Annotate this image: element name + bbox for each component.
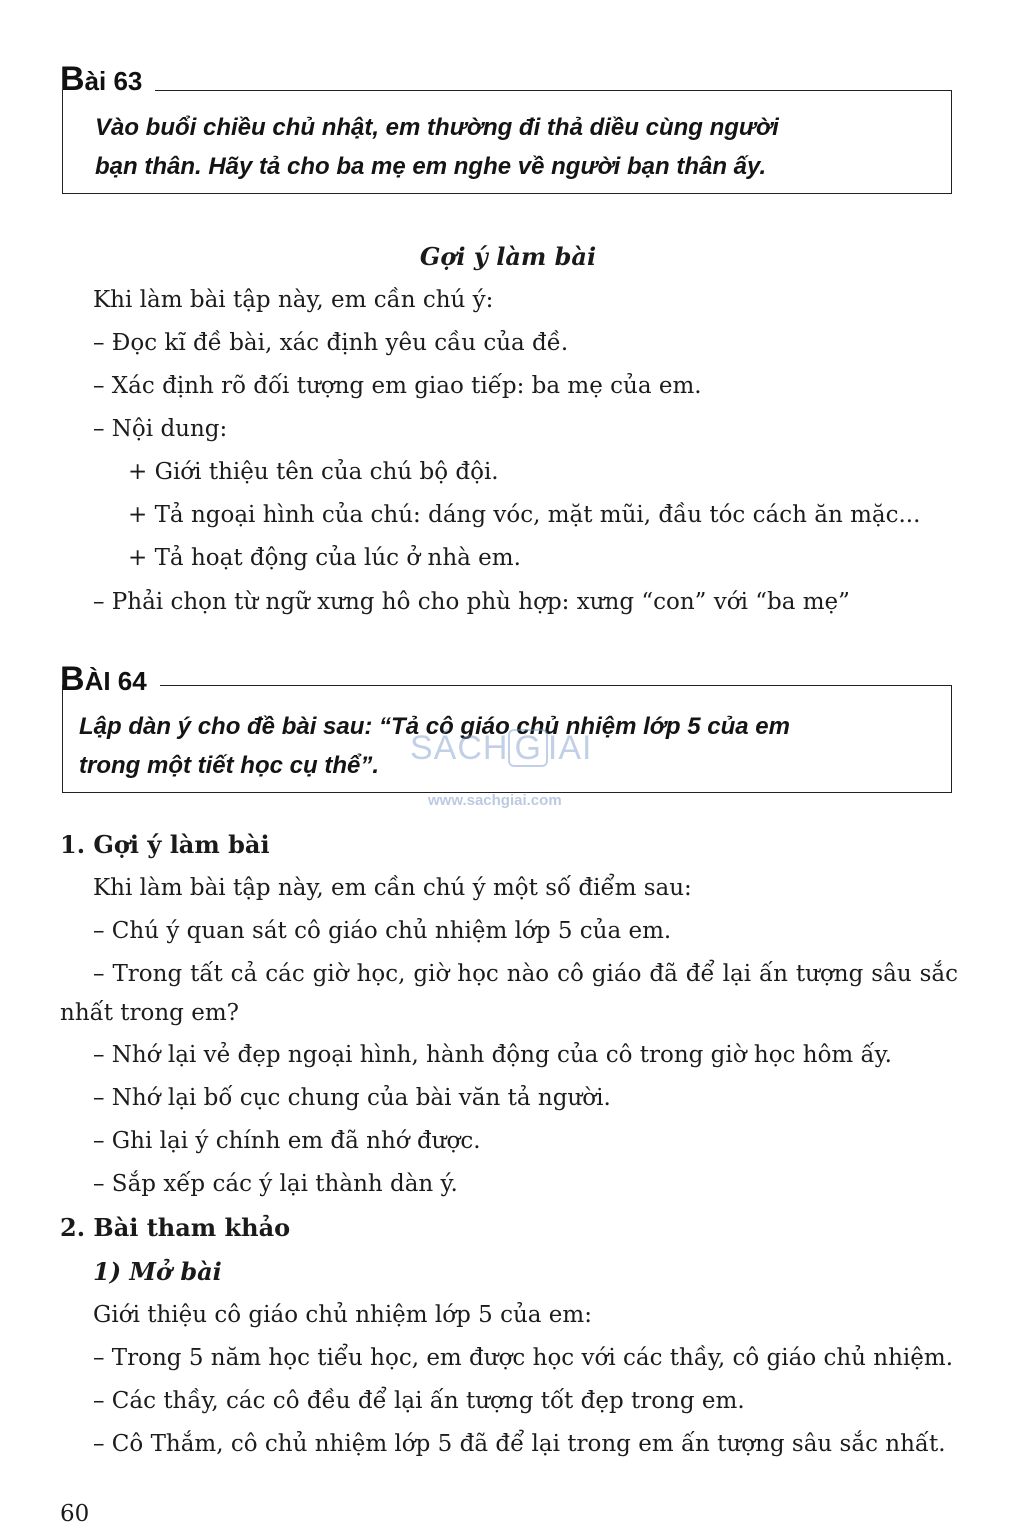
bai64-section1-title: 1. Gợi ý làm bài: [60, 830, 270, 859]
bai64-section2-line: Giới thiệu cô giáo chủ nhiệm lớp 5 của em:: [93, 1302, 592, 1328]
bai64-section1-paragraph: [60, 955, 958, 1033]
bai64-section1-line: – Nhớ lại vẻ đẹp ngoại hình, hành động của cô trong giờ học hôm ấy.: [93, 1042, 892, 1068]
bai64-task-line1: Lập dàn ý cho đề bài sau: “Tả cô giáo chủ nhiệm lớp 5 của em: [79, 713, 790, 740]
bai64-section2-line: – Cô Thắm, cô chủ nhiệm lớp 5 đã để lại trong em ấn tượng sâu sắc nhất.: [93, 1431, 946, 1457]
bai63-line: Khi làm bài tập này, em cần chú ý:: [93, 287, 494, 313]
bai63-heading-rest: ài 63: [84, 66, 143, 96]
bai64-section1-paragraph-text: – Trong tất cả các giờ học, giờ học nào cô giáo đã để lại ấn tượng sâu sắc nhất trong em?: [60, 961, 958, 1026]
sachgiai-watermark-url: www.sachgiai.com: [428, 792, 562, 809]
bai63-task-line1: Vào buổi chiều chủ nhật, em thường đi thả diều cùng người: [95, 114, 779, 141]
bai64-section1-line: – Chú ý quan sát cô giáo chủ nhiệm lớp 5 của em.: [93, 918, 672, 944]
bai63-line: – Nội dung:: [93, 416, 228, 442]
bai64-section1-line: Khi làm bài tập này, em cần chú ý một số điểm sau:: [93, 875, 692, 901]
bai64-section2-line: – Các thầy, các cô đều để lại ấn tượng tốt đẹp trong em.: [93, 1388, 745, 1414]
bai63-line: – Đọc kĩ đề bài, xác định yêu cầu của đề.: [93, 330, 569, 356]
bai63-hint-title: Gợi ý làm bài: [419, 242, 597, 271]
watermark-logo-right: IAI: [547, 729, 593, 767]
bai64-subsection-title: 1) Mở bài: [93, 1257, 222, 1286]
sachgiai-watermark-logo: [410, 728, 593, 768]
bai63-task-box: [62, 90, 952, 194]
bai64-section1-line: – Nhớ lại bố cục chung của bài văn tả người.: [93, 1085, 611, 1111]
bai63-line: – Xác định rõ đối tượng em giao tiếp: ba mẹ của em.: [93, 373, 702, 399]
bai63-line: + Tả hoạt động của lúc ở nhà em.: [128, 545, 521, 571]
bai64-section1-line: – Ghi lại ý chính em đã nhớ được.: [93, 1128, 481, 1154]
watermark-logo-left: SÁCH: [410, 729, 509, 767]
bai63-line: – Phải chọn từ ngữ xưng hô cho phù hợp: xưng “con” với “ba mẹ”: [93, 589, 850, 615]
bai63-heading-initial: B: [60, 60, 85, 98]
bai63-line: + Tả ngoại hình của chú: dáng vóc, mặt mũi, đầu tóc cách ăn mặc...: [128, 502, 921, 528]
bai64-section1-line: – Sắp xếp các ý lại thành dàn ý.: [93, 1171, 458, 1197]
bai64-section2-title: 2. Bài tham khảo: [60, 1213, 291, 1242]
bai64-heading-rest: ÀI 64: [84, 666, 147, 696]
bai63-line: + Giới thiệu tên của chú bộ đội.: [128, 459, 499, 485]
watermark-logo-box: G: [508, 729, 547, 767]
bai64-heading-initial: B: [60, 660, 85, 698]
bai63-task-line2: bạn thân. Hãy tả cho ba mẹ em nghe về người bạn thân ấy.: [95, 153, 767, 180]
bai64-section2-line: – Trong 5 năm học tiểu học, em được học với các thầy, cô giáo chủ nhiệm.: [93, 1345, 954, 1371]
bai64-task-line2: trong một tiết học cụ thể”.: [79, 752, 379, 779]
page-number: 60: [60, 1501, 90, 1527]
